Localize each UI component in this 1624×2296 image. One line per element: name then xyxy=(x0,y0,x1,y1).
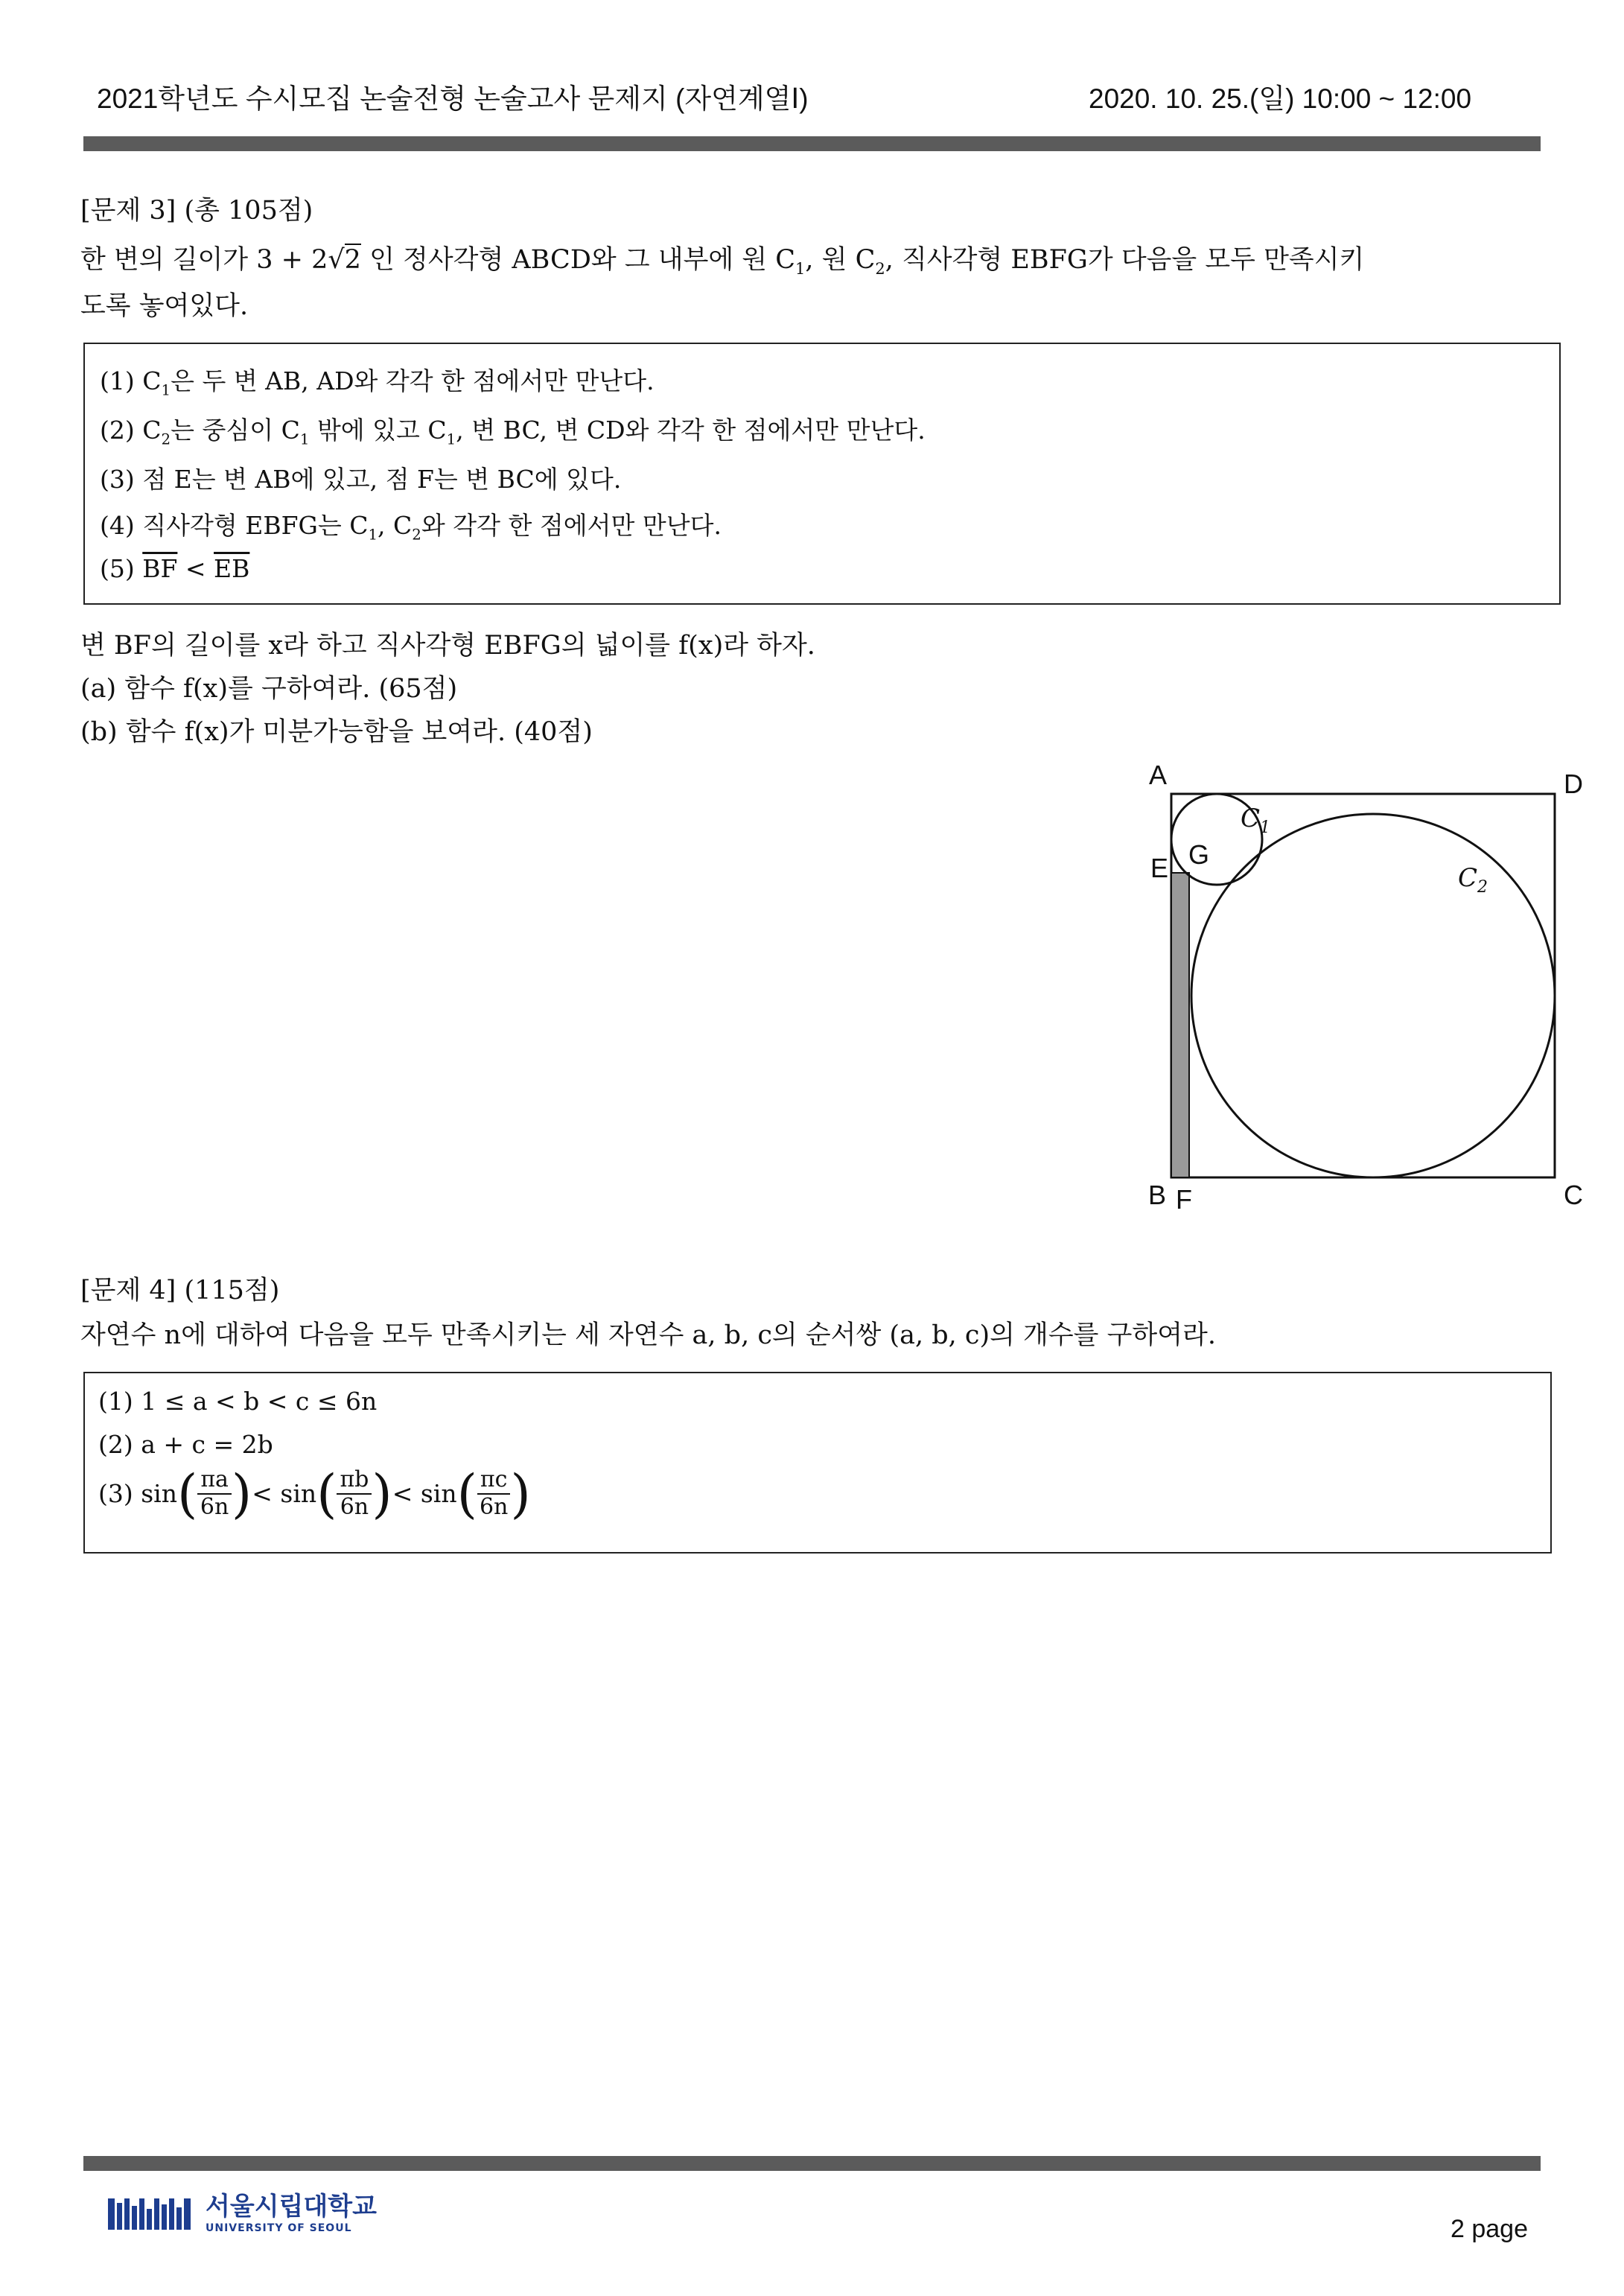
label-G: G xyxy=(1188,839,1210,870)
page-number: 2 page xyxy=(1451,2215,1528,2243)
label-D: D xyxy=(1564,769,1583,799)
problem4-condition-2: (2) a + c = 2b xyxy=(98,1430,273,1459)
university-logo xyxy=(108,2194,377,2234)
problem4-condition-3: (3) sin ( $\frac{\pi a}{6n}$ ) < sin ( $\frac{\pi b}{6n}$ ) < sin ( $\frac{\pi c}{6n}$ ) xyxy=(98,1463,531,1524)
condition-5: (5) $\overline{BF} < \overline{EB}$ xyxy=(100,554,250,583)
problem3-intro-line2: 도록 놓여있다. xyxy=(80,291,249,321)
label-C2: $C_2$ xyxy=(1458,863,1488,897)
problem4-intro: 자연수 n에 대하여 다음을 모두 만족시키는 세 자연수 a, b, c의 순서쌍 (a, b, c)의 개수를 구하여라. xyxy=(80,1320,1216,1350)
label-F: F xyxy=(1176,1184,1192,1215)
logo-korean: 서울시립대학교 xyxy=(206,2192,377,2222)
problem4-condition-1: (1) 1 ≤ a < b < c ≤ 6n xyxy=(98,1387,378,1416)
problem3-heading: [문제 3] (총 105점) xyxy=(80,196,313,226)
problem3-intro-line1: 한 변의 길이가 3 + 2√2 인 정사각형 ABCD와 그 내부에 원 $C_1$, 원 $C_2$, 직사각형 EBFG가 다음을 모두 만족시키 xyxy=(80,245,1365,278)
problem4-heading: [문제 4] (115점) xyxy=(80,1276,280,1306)
label-C1: $C_1$ xyxy=(1241,804,1271,837)
logo-mark-icon xyxy=(108,2197,194,2231)
label-C: C xyxy=(1564,1180,1583,1210)
footer-rule xyxy=(83,2156,1541,2171)
problem3-definition: 변 BF의 길이를 x라 하고 직사각형 EBFG의 넓이를 f(x)라 하자. xyxy=(80,631,815,661)
label-A: A xyxy=(1149,760,1168,790)
condition-4: (4) 직사각형 EBFG는 $C_1$, $C_2$와 각각 한 점에서만 만난다. xyxy=(100,511,722,544)
condition-2: (2) $C_2$는 중심이 $C_1$ 밖에 있고 $C_1$, 변 BC, 변 CD와 각각 한 점에서만 만난다. xyxy=(100,416,926,448)
circle-c2 xyxy=(1191,814,1555,1177)
logo-english: UNIVERSITY OF SEOUL xyxy=(206,2222,352,2234)
label-B: B xyxy=(1148,1180,1167,1210)
problem3-conditions-box xyxy=(83,343,1561,605)
square-abcd xyxy=(1171,794,1555,1177)
condition-3: (3) 점 E는 변 AB에 있고, 점 F는 변 BC에 있다. xyxy=(100,465,622,494)
problem4-conditions-box xyxy=(83,1372,1552,1554)
rectangle-ebfg xyxy=(1171,873,1189,1177)
exam-title: 2021학년도 수시모집 논술전형 논술고사 문제지 (자연계열Ⅰ) xyxy=(97,83,809,114)
problem3-part-a: (a) 함수 f(x)를 구하여라. (65점) xyxy=(80,674,458,704)
condition-1: (1) $C_1$은 두 변 AB, AD와 각각 한 점에서만 만난다. xyxy=(100,366,655,399)
problem3-part-b: (b) 함수 f(x)가 미분가능함을 보여라. (40점) xyxy=(80,717,593,747)
header-rule xyxy=(83,136,1541,151)
sqrt-symbol: √ xyxy=(328,245,345,275)
exam-datetime: 2020. 10. 25.(일) 10:00 ~ 12:00 xyxy=(1089,83,1472,114)
label-E: E xyxy=(1150,853,1169,883)
square-figure xyxy=(1102,752,1586,1229)
